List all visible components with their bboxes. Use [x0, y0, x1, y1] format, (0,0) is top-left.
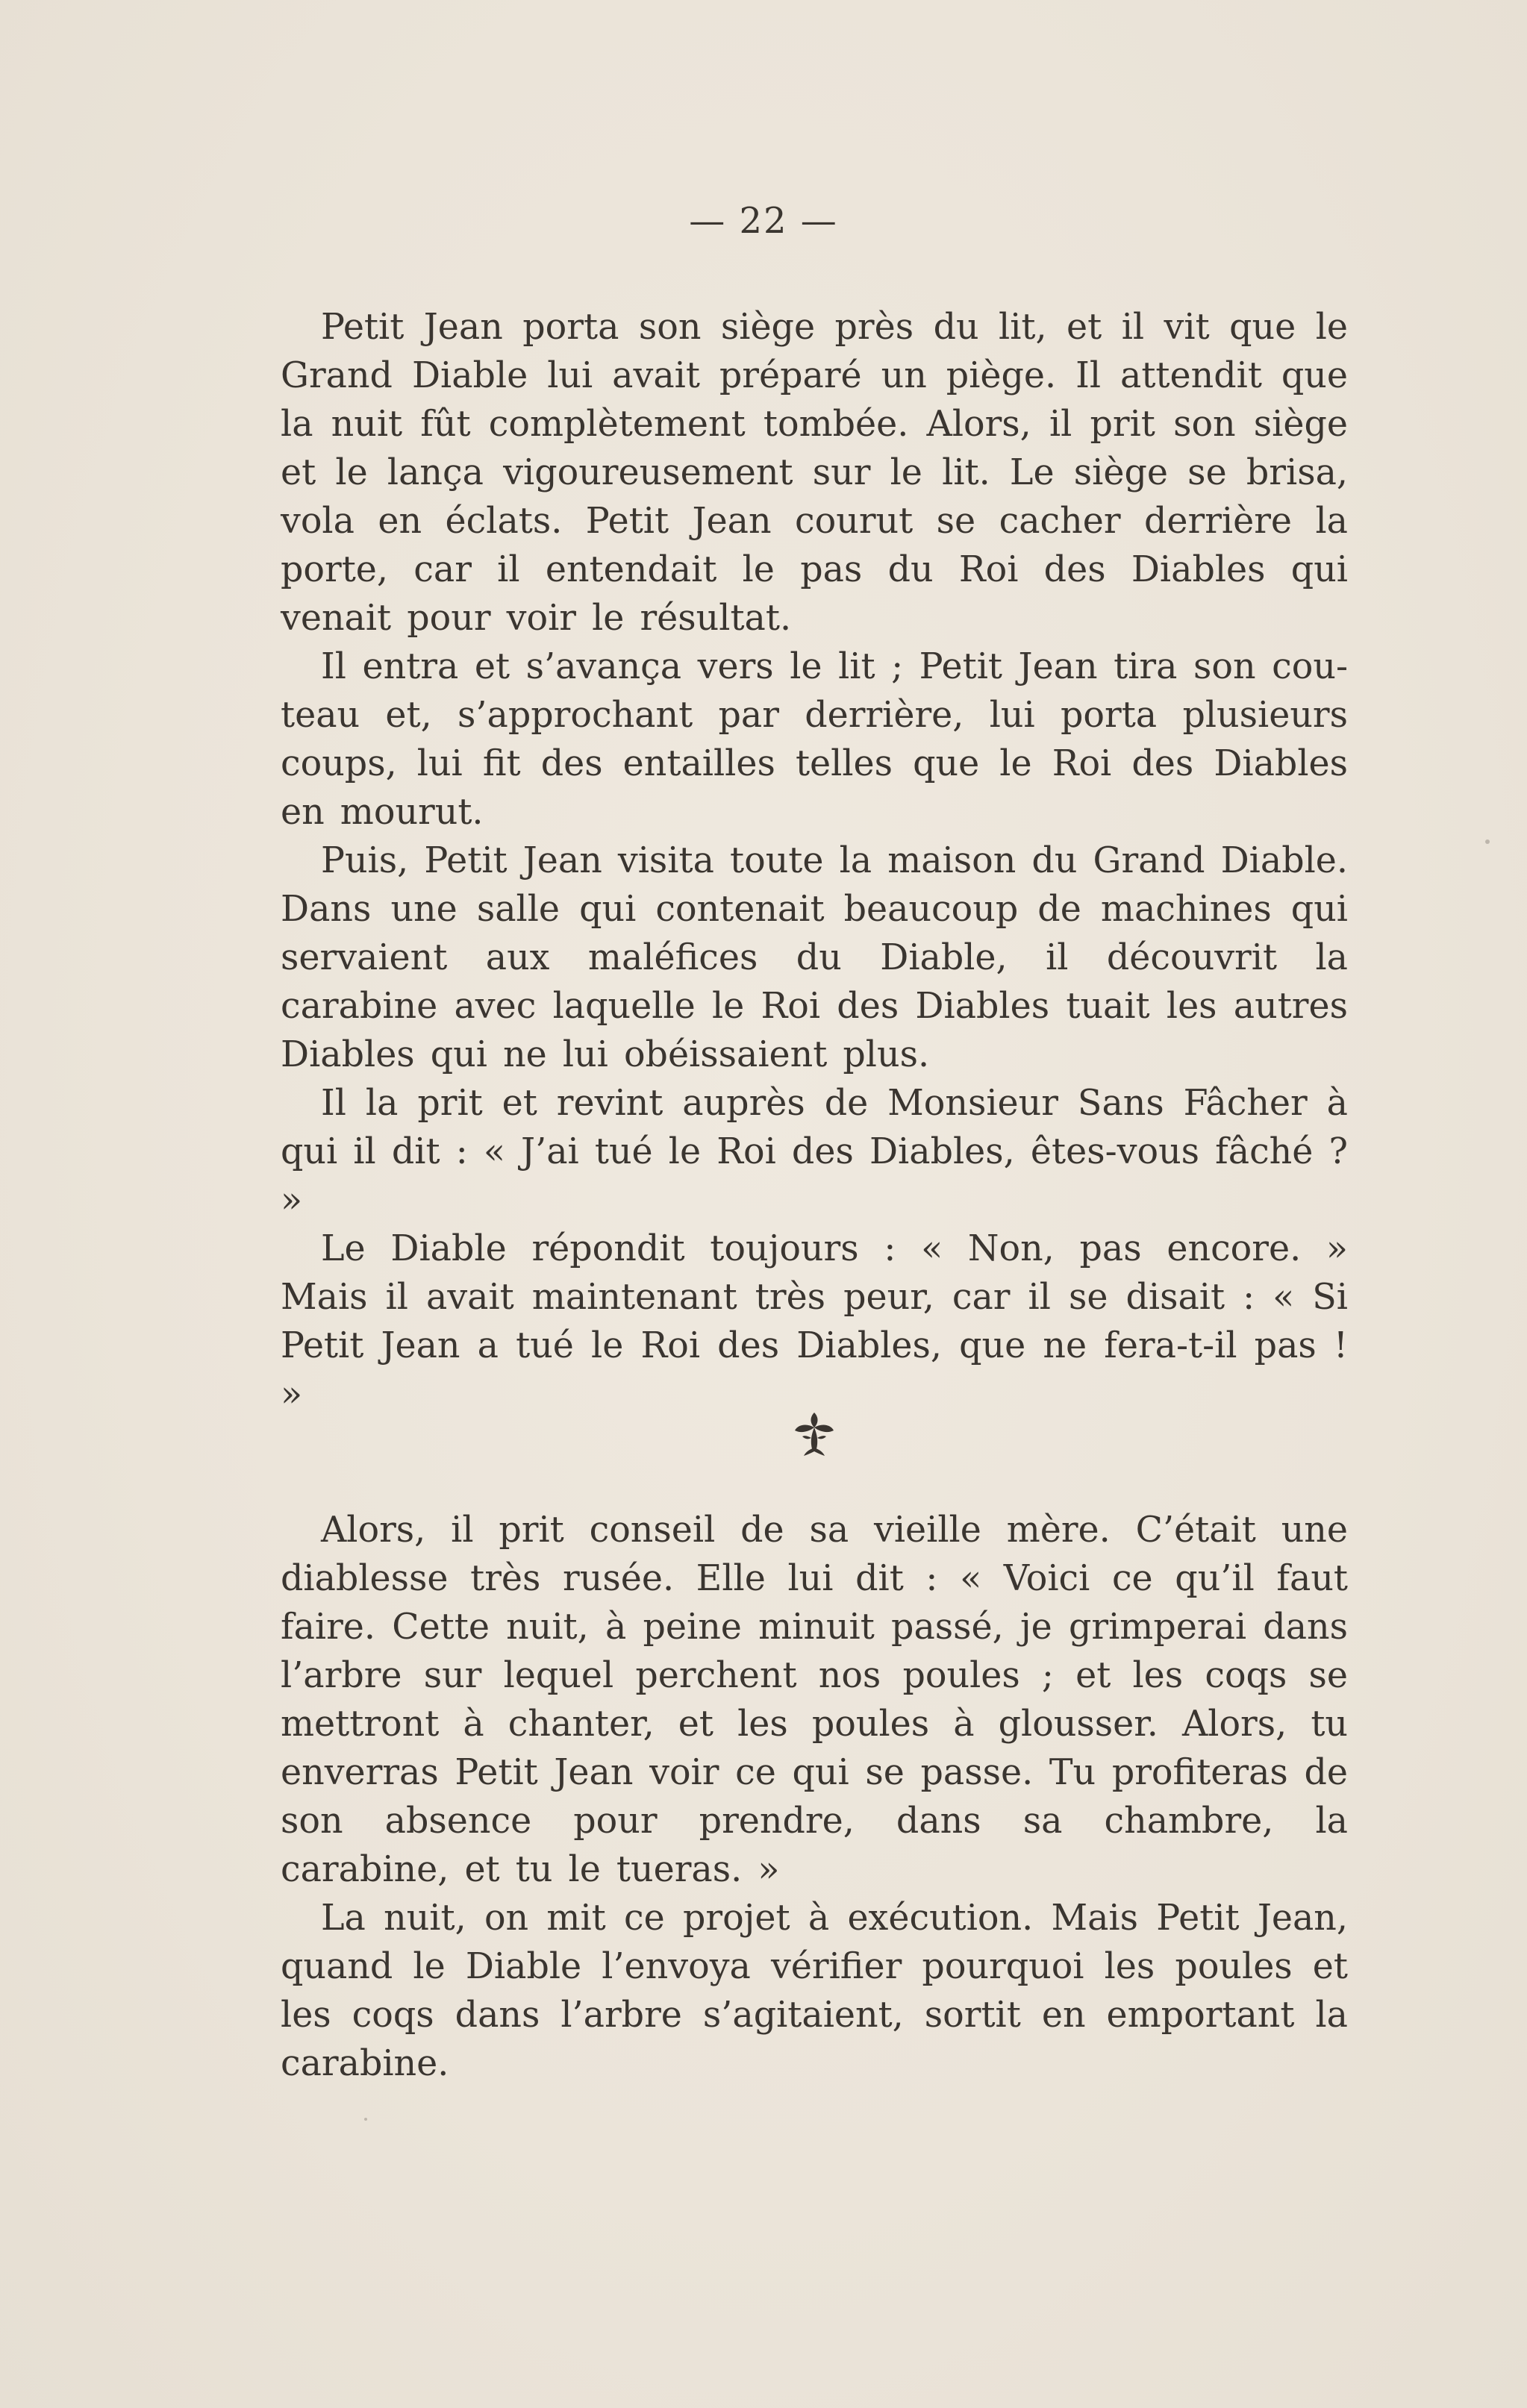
text-block-before-ornament: [281, 303, 1348, 1419]
paragraph: Le Diable répondit toujours : « Non, pas encore. » Mais il avait maintenant très peur, car il se disait : « Si Petit Jean a tué le Roi des Diables, que ne fera-t-il pas ! »: [281, 1228, 1348, 1415]
paragraph: La nuit, on mit ce projet à exécution. Mais Petit Jean, quand le Diable l’envoya vérifier pourquoi les poules et les coqs dans l’arbre s’agitaient, sortit en emportant la carabine.: [281, 1898, 1348, 2084]
paragraph: Alors, il prit conseil de sa vieille mère. C’était une diablesse très rusée. Elle lui dit : « Voici ce qu’il faut faire. Cette nuit, à peine minuit passé, je grimperai dans l’arbre sur lequel perchent nos poules ; et les coqs se mettront à chanter, et les poules à glousser. Alors, tu enverras Petit Jean voir ce qui se passe. Tu profiteras de son absence pour prendre, dans sa chambre, la carabine, et tu le tueras. »: [281, 1510, 1348, 1890]
paper-speck: [1485, 839, 1490, 844]
paper-speck: [364, 2118, 367, 2121]
page-number: — 22 —: [689, 200, 838, 242]
paragraph: Il la prit et revint auprès de Monsieur Sans Fâcher à qui il dit : « J’ai tué le Roi des Diables, êtes-vous fâché ? »: [281, 1083, 1348, 1221]
text-block-after-ornament: [281, 1506, 1348, 2088]
fleuron-icon: [787, 1407, 841, 1460]
paragraph: Petit Jean porta son siège près du lit, et il vit que le Grand Diable lui avait préparé un piège. Il attendit que la nuit fût complètement tombée. Alors, il prit son siège et le lança vigoureusement sur le lit. Le siège se brisa, vola en éclats. Petit Jean courut se cacher derrière la porte, car il entendait le pas du Roi des Diables qui venait pour voir le résultat.: [281, 307, 1348, 639]
paragraph: Puis, Petit Jean visita toute la maison du Grand Diable. Dans une salle qui contenait beaucoup de machines qui servaient aux maléfices du Diable, il découvrit la carabine avec laquelle le Roi des Diables tuait les autres Diables qui ne lui obéissaient plus.: [281, 840, 1348, 1075]
paragraph: Il entra et s’avança vers le lit ; Petit Jean tira son couteau et, s’approchant par derrière, lui porta plusieurs coups, lui fit des entailles telles que le Roi des Diables en mourut.: [281, 646, 1348, 833]
